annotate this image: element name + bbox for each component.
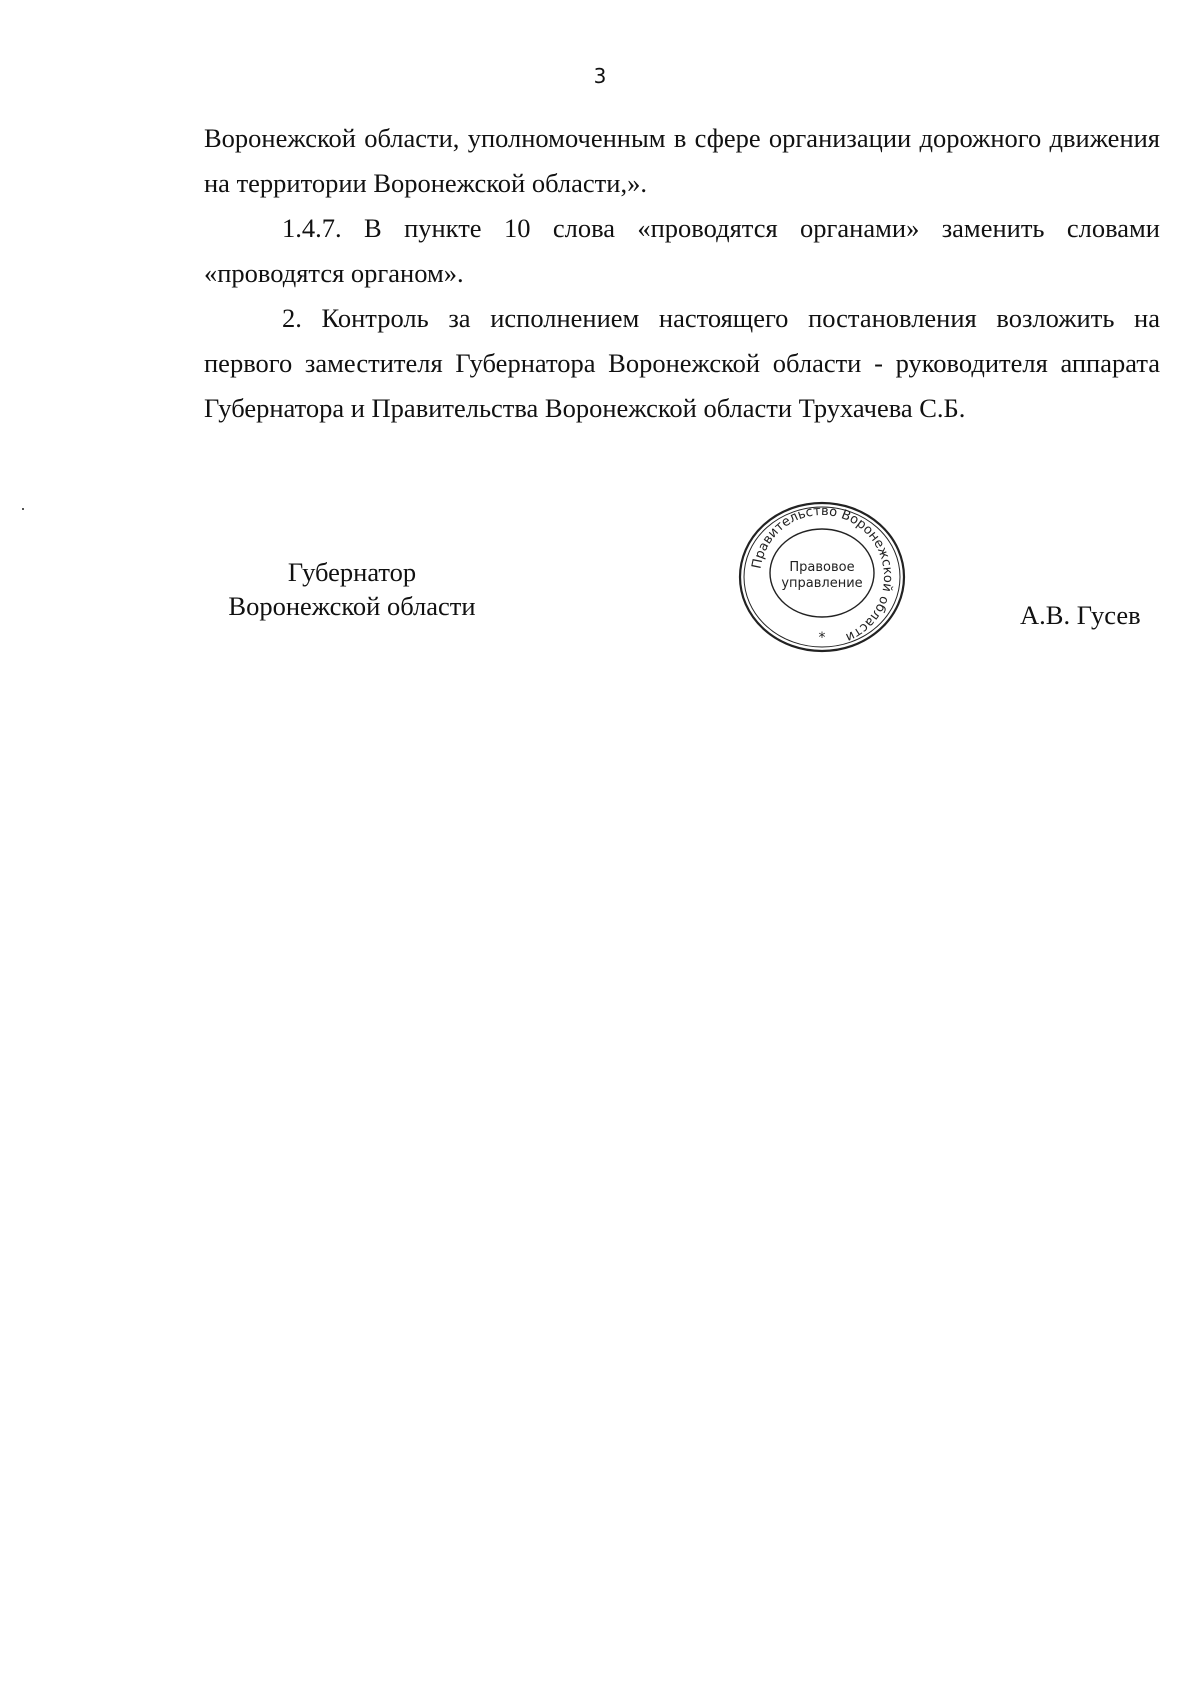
document-body xyxy=(204,116,1160,431)
paragraph-1-4-7: 1.4.7. В пункте 10 слова «проводятся органами» заменить словами «проводятся органом». xyxy=(204,213,1160,288)
signature-title-line1: Губернатор xyxy=(287,557,417,587)
signature-title-line2: Воронежской области xyxy=(228,591,476,621)
stamp-center-line1: Правовое xyxy=(789,560,855,575)
paragraph-continuation: Воронежской области, уполномоченным в сфере организации дорожного движения на территории Воронежской области,». xyxy=(204,123,1160,198)
stamp-center-line2: управление xyxy=(781,576,863,591)
paragraph-2-control: 2. Контроль за исполнением настоящего постановления возложить на первого заместителя Губернатора Воронежской области - руководителя аппарата Губернатора и Правительства Воронежской области Трухачева С.Б. xyxy=(204,303,1160,423)
scan-speck xyxy=(22,508,24,510)
signer-name: А.В. Гусев xyxy=(1020,600,1141,630)
signature-title xyxy=(202,555,502,623)
official-stamp xyxy=(736,499,908,655)
stamp-ring-text: Правительство Воронежской области xyxy=(749,503,896,645)
stamp-star-icon: * xyxy=(818,630,826,646)
page-number: 3 xyxy=(593,64,607,88)
